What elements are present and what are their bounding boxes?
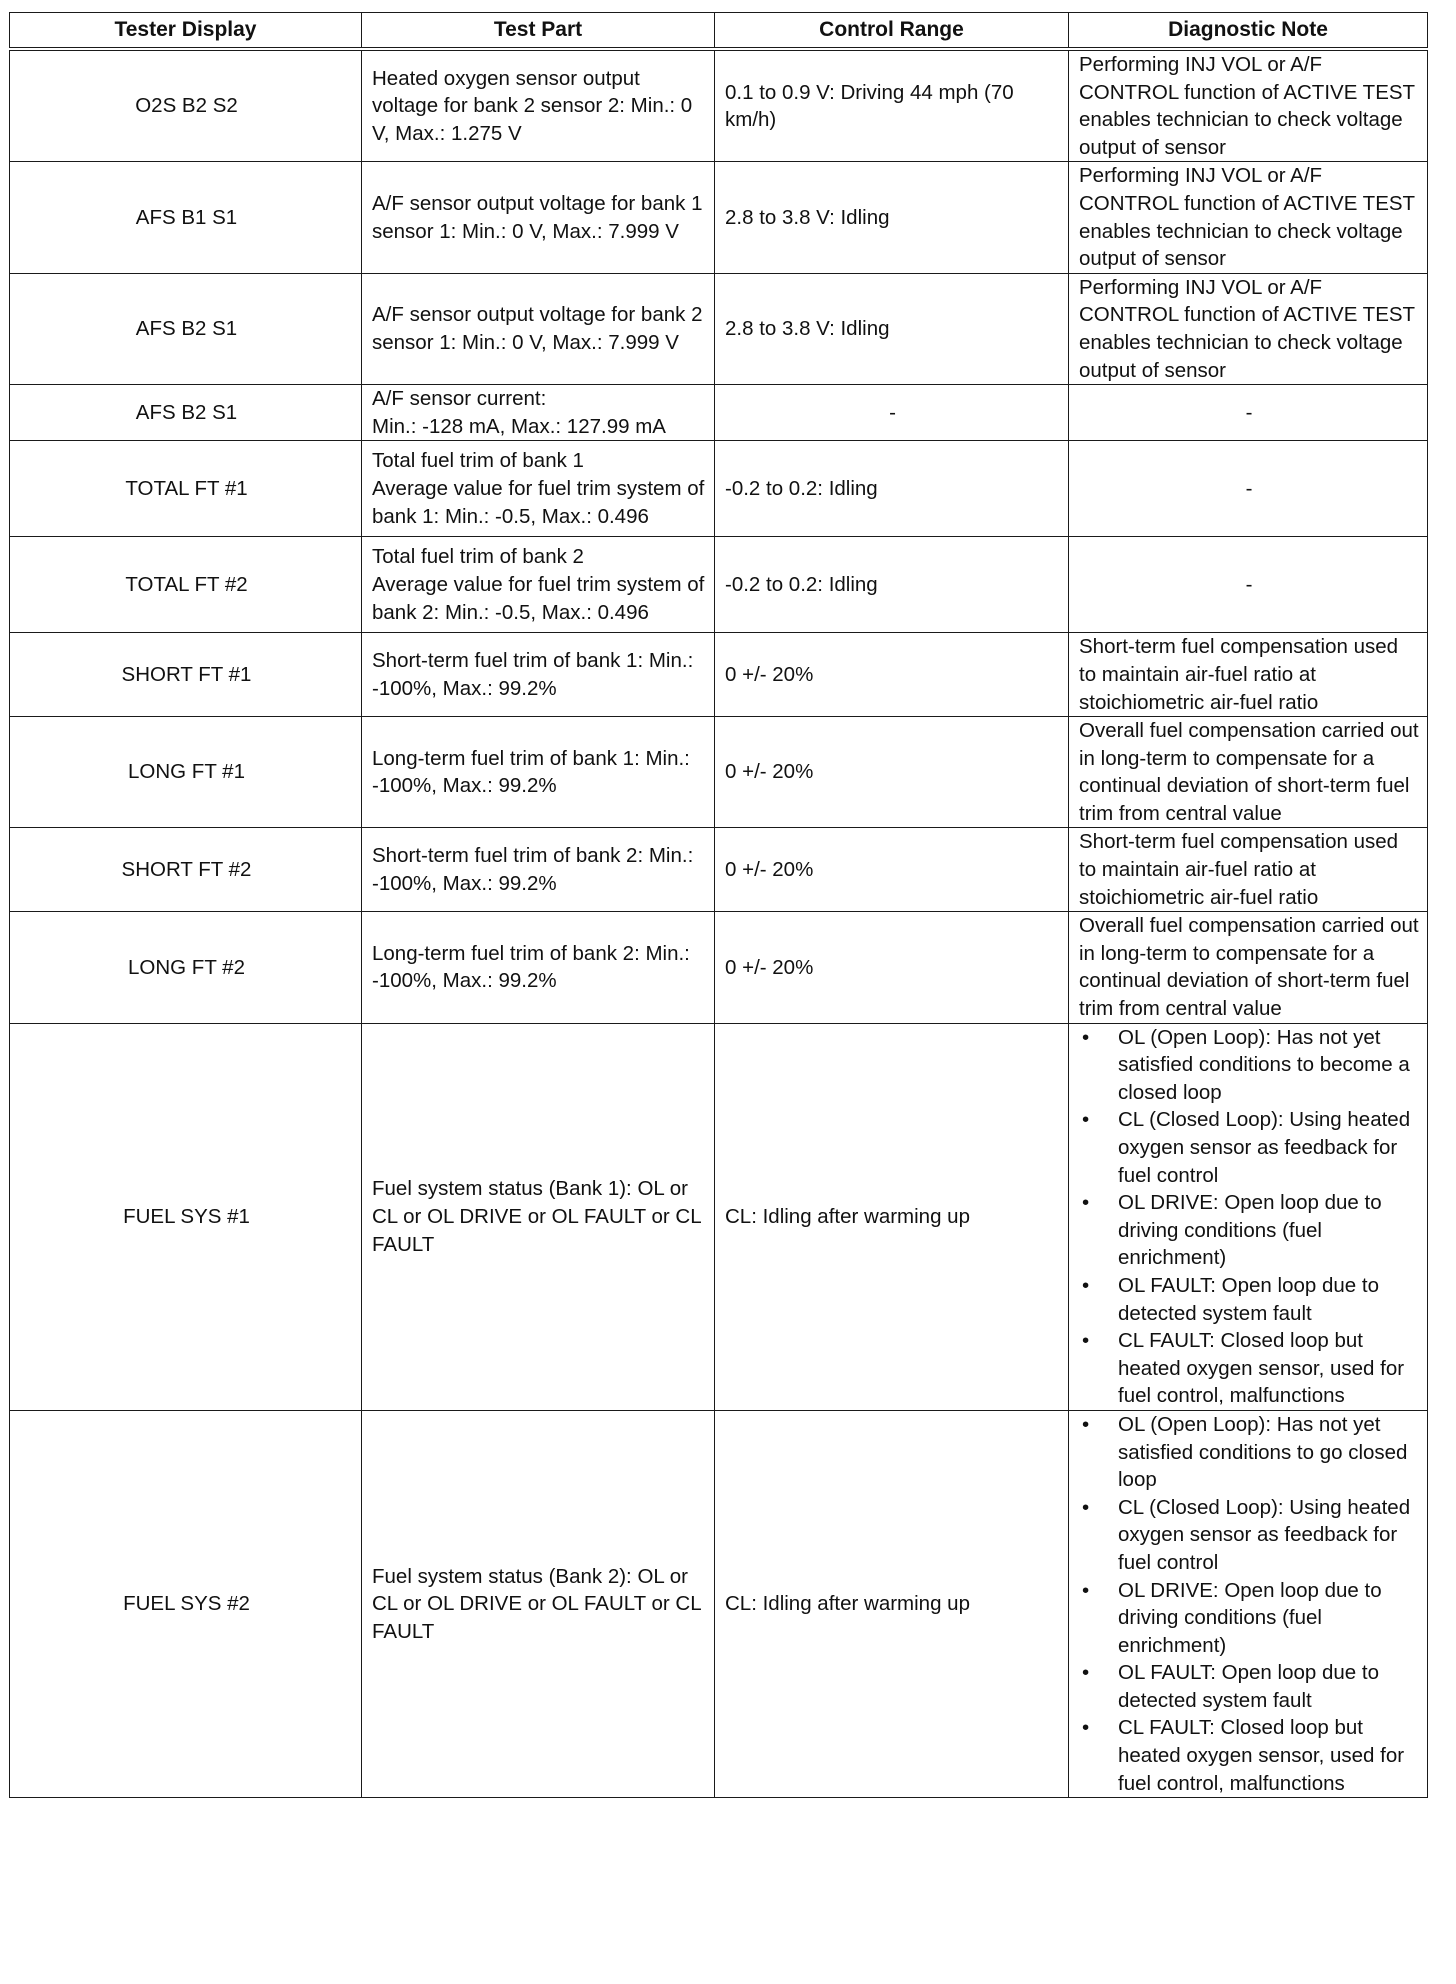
note-list-item bbox=[1079, 1024, 1419, 1107]
cell-test-part bbox=[362, 1410, 715, 1797]
cell-tester-display: LONG FT #1 bbox=[10, 717, 362, 828]
test-part-line: Min.: -128 mA, Max.: 127.99 mA bbox=[372, 414, 666, 438]
cell-control-range: 0 +/- 20% bbox=[715, 633, 1069, 717]
note-list-text: OL FAULT: Open loop due to detected system fault bbox=[1118, 1661, 1379, 1712]
cell-tester-display: AFS B2 S1 bbox=[10, 273, 362, 384]
test-part-line: Long-term fuel trim of bank 2: Min.: -100%, Max.: 99.2% bbox=[372, 941, 690, 993]
test-part-line: Fuel system status (Bank 2): OL or CL or OL DRIVE or OL FAULT or CL FAULT bbox=[372, 1564, 701, 1643]
cell-diagnostic-note: Performing INJ VOL or A/F CONTROL function of ACTIVE TEST enables technician to check voltage output of sensor bbox=[1069, 49, 1428, 162]
note-list-item bbox=[1079, 1411, 1419, 1494]
note-list-text: OL DRIVE: Open loop due to driving conditions (fuel enrichment) bbox=[1118, 1578, 1382, 1657]
test-part-line: Average value for fuel trim system of bank 2: Min.: -0.5, Max.: 0.496 bbox=[372, 573, 705, 624]
note-list-item bbox=[1079, 1577, 1419, 1660]
cell-tester-display: TOTAL FT #1 bbox=[10, 441, 362, 537]
test-part-line: Short-term fuel trim of bank 2: Min.: -100%, Max.: 99.2% bbox=[372, 844, 694, 895]
cell-control-range: 0 +/- 20% bbox=[715, 717, 1069, 828]
cell-control-range: - bbox=[715, 385, 1069, 441]
cell-tester-display: SHORT FT #1 bbox=[10, 633, 362, 717]
cell-diagnostic-note: Short-term fuel compensation used to maintain air-fuel ratio at stoichiometric air-fuel ratio bbox=[1069, 633, 1428, 717]
note-list-item bbox=[1079, 1494, 1419, 1577]
data-list-table bbox=[9, 12, 1428, 1798]
bullet-icon: • bbox=[1082, 1661, 1090, 1685]
note-list-text: CL (Closed Loop): Using heated oxygen sensor as feedback for fuel control bbox=[1118, 1495, 1411, 1574]
cell-tester-display: TOTAL FT #2 bbox=[10, 537, 362, 633]
note-list-item bbox=[1079, 1714, 1419, 1797]
header-diagnostic-note: Diagnostic Note bbox=[1069, 13, 1428, 50]
note-bullet-list bbox=[1079, 1411, 1419, 1797]
cell-test-part bbox=[362, 273, 715, 384]
cell-diagnostic-note bbox=[1069, 1410, 1428, 1797]
cell-test-part bbox=[362, 633, 715, 717]
table-row bbox=[10, 49, 1428, 162]
table-row bbox=[10, 717, 1428, 828]
bullet-icon: • bbox=[1082, 1578, 1090, 1602]
cell-control-range: CL: Idling after warming up bbox=[715, 1410, 1069, 1797]
test-part-line: Total fuel trim of bank 2 bbox=[372, 545, 584, 569]
cell-test-part bbox=[362, 537, 715, 633]
cell-control-range: 2.8 to 3.8 V: Idling bbox=[715, 162, 1069, 273]
test-part-line: Short-term fuel trim of bank 1: Min.: -100%, Max.: 99.2% bbox=[372, 649, 694, 700]
cell-test-part bbox=[362, 717, 715, 828]
cell-test-part bbox=[362, 385, 715, 441]
note-list-item bbox=[1079, 1272, 1419, 1327]
test-part-line: Long-term fuel trim of bank 1: Min.: -100%, Max.: 99.2% bbox=[372, 746, 690, 798]
cell-control-range: -0.2 to 0.2: Idling bbox=[715, 441, 1069, 537]
header-row bbox=[10, 13, 1428, 50]
note-list-item bbox=[1079, 1327, 1419, 1410]
cell-tester-display: FUEL SYS #1 bbox=[10, 1023, 362, 1410]
bullet-icon: • bbox=[1082, 1412, 1090, 1436]
note-list-item bbox=[1079, 1659, 1419, 1714]
note-bullet-list bbox=[1079, 1024, 1419, 1410]
test-part-line: Fuel system status (Bank 1): OL or CL or OL DRIVE or OL FAULT or CL FAULT bbox=[372, 1177, 701, 1256]
cell-test-part bbox=[362, 912, 715, 1023]
cell-diagnostic-note bbox=[1069, 1023, 1428, 1410]
cell-test-part bbox=[362, 441, 715, 537]
cell-test-part bbox=[362, 828, 715, 912]
test-part-line: Heated oxygen sensor output voltage for bank 2 sensor 2: Min.: 0 V, Max.: 1.275 V bbox=[372, 66, 693, 145]
table-row bbox=[10, 633, 1428, 717]
header-test-part: Test Part bbox=[362, 13, 715, 50]
note-list-text: CL FAULT: Closed loop but heated oxygen sensor, used for fuel control, malfunctions bbox=[1118, 1329, 1405, 1408]
note-list-text: OL (Open Loop): Has not yet satisfied conditions to go closed loop bbox=[1118, 1412, 1408, 1492]
cell-control-range: 0.1 to 0.9 V: Driving 44 mph (70 km/h) bbox=[715, 49, 1069, 162]
test-part-line: A/F sensor output voltage for bank 2 sensor 1: Min.: 0 V, Max.: 7.999 V bbox=[372, 303, 703, 354]
cell-diagnostic-note: Performing INJ VOL or A/F CONTROL function of ACTIVE TEST enables technician to check voltage output of sensor bbox=[1069, 273, 1428, 384]
header-tester-display: Tester Display bbox=[10, 13, 362, 50]
cell-diagnostic-note: - bbox=[1069, 537, 1428, 633]
cell-control-range: CL: Idling after warming up bbox=[715, 1023, 1069, 1410]
bullet-icon: • bbox=[1082, 1716, 1090, 1740]
bullet-icon: • bbox=[1082, 1191, 1090, 1215]
note-list-text: OL DRIVE: Open loop due to driving conditions (fuel enrichment) bbox=[1118, 1191, 1382, 1270]
cell-tester-display: O2S B2 S2 bbox=[10, 49, 362, 162]
cell-control-range: 0 +/- 20% bbox=[715, 828, 1069, 912]
bullet-icon: • bbox=[1082, 1108, 1090, 1132]
table-row bbox=[10, 1410, 1428, 1797]
cell-control-range: 2.8 to 3.8 V: Idling bbox=[715, 273, 1069, 384]
table-row bbox=[10, 441, 1428, 537]
note-list-text: OL FAULT: Open loop due to detected system fault bbox=[1118, 1273, 1379, 1325]
cell-diagnostic-note: Short-term fuel compensation used to maintain air-fuel ratio at stoichiometric air-fuel ratio bbox=[1069, 828, 1428, 912]
cell-diagnostic-note: Overall fuel compensation carried out in long-term to compensate for a continual deviation of short-term fuel trim from central value bbox=[1069, 717, 1428, 828]
cell-diagnostic-note: Performing INJ VOL or A/F CONTROL function of ACTIVE TEST enables technician to check voltage output of sensor bbox=[1069, 162, 1428, 273]
cell-diagnostic-note: - bbox=[1069, 441, 1428, 537]
table-row bbox=[10, 537, 1428, 633]
cell-diagnostic-note: - bbox=[1069, 385, 1428, 441]
cell-test-part bbox=[362, 162, 715, 273]
table-header bbox=[10, 13, 1428, 50]
table-body bbox=[10, 49, 1428, 1798]
cell-tester-display: AFS B2 S1 bbox=[10, 385, 362, 441]
cell-tester-display: AFS B1 S1 bbox=[10, 162, 362, 273]
table-row bbox=[10, 912, 1428, 1023]
test-part-line: Total fuel trim of bank 1 bbox=[372, 449, 584, 473]
cell-tester-display: SHORT FT #2 bbox=[10, 828, 362, 912]
note-list-text: OL (Open Loop): Has not yet satisfied conditions to become a closed loop bbox=[1118, 1025, 1410, 1104]
cell-test-part bbox=[362, 1023, 715, 1410]
note-list-item bbox=[1079, 1106, 1419, 1189]
bullet-icon: • bbox=[1082, 1025, 1090, 1049]
table-row bbox=[10, 828, 1428, 912]
table-row bbox=[10, 273, 1428, 384]
data-list-sheet bbox=[9, 12, 1427, 1798]
cell-tester-display: FUEL SYS #2 bbox=[10, 1410, 362, 1797]
note-list-text: CL (Closed Loop): Using heated oxygen sensor as feedback for fuel control bbox=[1118, 1108, 1411, 1187]
header-control-range: Control Range bbox=[715, 13, 1069, 50]
test-part-line: A/F sensor output voltage for bank 1 sensor 1: Min.: 0 V, Max.: 7.999 V bbox=[372, 191, 703, 243]
bullet-icon: • bbox=[1082, 1495, 1090, 1519]
test-part-line: A/F sensor current: bbox=[372, 387, 547, 411]
bullet-icon: • bbox=[1082, 1273, 1090, 1297]
table-row bbox=[10, 162, 1428, 273]
bullet-icon: • bbox=[1082, 1329, 1090, 1353]
cell-test-part bbox=[362, 49, 715, 162]
table-row bbox=[10, 385, 1428, 441]
cell-control-range: -0.2 to 0.2: Idling bbox=[715, 537, 1069, 633]
table-row bbox=[10, 1023, 1428, 1410]
note-list-text: CL FAULT: Closed loop but heated oxygen sensor, used for fuel control, malfunctions bbox=[1118, 1716, 1405, 1795]
test-part-line: Average value for fuel trim system of bank 1: Min.: -0.5, Max.: 0.496 bbox=[372, 477, 705, 528]
cell-control-range: 0 +/- 20% bbox=[715, 912, 1069, 1023]
cell-tester-display: LONG FT #2 bbox=[10, 912, 362, 1023]
note-list-item bbox=[1079, 1189, 1419, 1272]
cell-diagnostic-note: Overall fuel compensation carried out in long-term to compensate for a continual deviation of short-term fuel trim from central value bbox=[1069, 912, 1428, 1023]
